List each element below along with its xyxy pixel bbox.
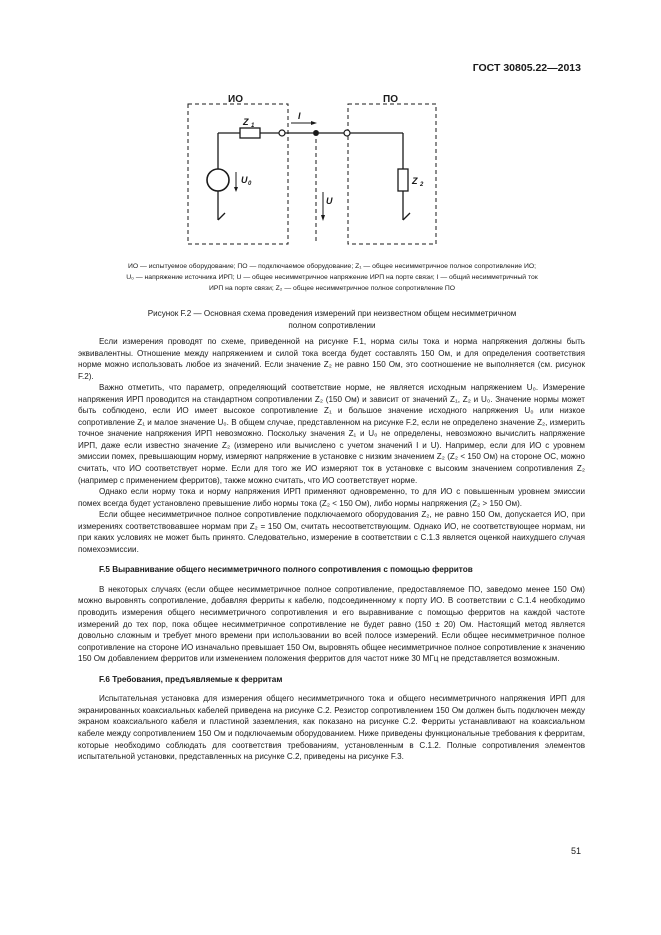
caption-line: полном сопротивлении — [288, 320, 376, 330]
figure-legend — [78, 261, 586, 294]
label-z2: Z — [412, 176, 418, 186]
legend-line: ИРП на порте связи; Z₂ — общее несимметричное полное сопротивление ПО — [208, 285, 456, 292]
document-number: ГОСТ 30805.22—2013 — [472, 62, 581, 74]
section-heading-f5: F.5 Выравнивание общего несимметричного полного сопротивления с помощью ферритов — [99, 565, 473, 575]
label-z2-sub: 2 — [420, 182, 424, 188]
io-box — [188, 104, 288, 244]
label-i: I — [298, 111, 301, 121]
po-port-node — [344, 130, 350, 136]
caption-line: Рисунок F.2 — Основная схема проведения измерений при неизвестном общем несимметричном — [147, 309, 517, 318]
label-u0: U — [241, 175, 248, 185]
label-u0-sub: 0 — [248, 181, 252, 187]
paragraph: Если общее несимметричное полное сопротивление подключаемого оборудования Z₂, не равно 150 Ом, допускается ИО, при измерениях соответствовавшее нормам при Z₂ = 150 Ом, считать несоответствующим. Однако ИО, не соответствующее нормам, ни при каких условиях не может быть принято. Следовательно, измерение в соответствии с С.1.3 является оценкой наихудшего случая помехоэмиссии. — [78, 510, 585, 554]
paragraph: Испытательная установка для измерения общего несимметричного тока и общего несимметричного напряжения ИРП для экранированных коаксиальных кабелей приведена на рисунке С.2. Резистор сопротивлением 150 Ом должен быть подключен между экраном коаксиального кабеля и пластиной заземления, как показано на рисунке С.2. Ферриты устанавливают на коаксиальном кабеле между сопротивлением 150 Ом и подключаемым оборудованием. Ниже приведены функциональные требования к ферритам, которые необходимо соблюдать для соответствия требованиям, установленным в С.1.2. Полные сопротивления элементов испытательной установки, представленных на рисунке С.2, приведены на рисунке F.3. — [78, 694, 585, 762]
label-z1: Z — [243, 117, 249, 127]
po-box — [348, 104, 436, 244]
z2-resistor — [398, 169, 408, 191]
paragraph: Однако если норму тока и норму напряжения ИРП применяют одновременно, то для ИО с повышенным уровнем эмиссии помех всегда будет установлено превышение либо нормы тока (Z₂ < 150 Ом), либо нормы напряжения (Z₂ > 150 Ом). — [78, 487, 585, 508]
label-io: ИО — [228, 94, 243, 105]
section-heading-f6: F.6 Требования, предъявляемые к ферритам — [99, 674, 283, 684]
junction-node — [313, 130, 319, 136]
paragraph: Важно отметить, что параметр, определяющий соответствие норме, не является исходным напряжением U₀. Измерение напряжения ИРП проводится на стандартном сопротивлении Z₂ (150 Ом) и зависит от значений Z₁, Z₂ и U₀. Значение нормы может быть соблюдено, если ИО имеет высокое сопротивление Z₁ и большое значение исходного напряжения U₀ или низкое сопротивление Z₁ и малое значение U₀. В общем случае, представленном на рисунке F.2, если не определено значение Z₂, измерить точное значение напряжения ИРП невозможно. Поскольку значения Z₁ и U₀ не определены, невозможно вычислить напряжение ИРП, даже если известно значение Z₂ (измерено или вычислено с учетом значений I и U). Например, если для ИО с уровнем эмиссии помех, превышающим норму, измеряют напряжение в установке с низким значением Z₂ (Z₂ < 150 Ом) на стороне ОС, можно считать, что ИО соответствует норме. Если для того же ИО измеряют ток в установке с высоким значением сопротивления Z₂ (например с применением ферритов), также можно считать, что ИО соответствует норме. — [78, 383, 585, 485]
label-z1-sub: 1 — [251, 123, 255, 129]
legend-line: U₀ — напряжение источника ИРП; U — общее несимметричное напряжение ИРП на порте связи; I — общий несимметричный ток — [126, 274, 538, 281]
label-u: U — [326, 196, 333, 206]
page-number: 51 — [570, 846, 581, 856]
paragraph: Если измерения проводят по схеме, приведенной на рисунке F.1, норма силы тока и норма напряжения должны быть эквивалентны. Отношение между напряжением и силой тока всегда будет составлять 150 Ом, и для определения соответствия норме можно использовать любое из значений. Если значение Z₂ не равно 150 Ом, это соотношение не выполняется (см. рисунок F.2). — [78, 337, 585, 381]
body-text — [78, 336, 585, 763]
u0-source — [207, 169, 229, 191]
paragraph: В некоторых случаях (если общее несимметричное полное сопротивление, предоставляемое ПО, заведомо менее 150 Ом) можно выровнять сопротивление, добавляя ферриты к кабелю, подсоединенному к порту ИО. В соответствии с С.1.4 необходимо проводить измерения общего несимметричного сопротивления и его выравнивание с помощью ферритов на каждой частоте измерений до тех пор, пока общее несимметричное сопротивление не будет равно (150 ± 20) Ом. Настоящий метод является довольно сложным и требует много времени при использовании во всей полосе измерений. Если общее несимметричное полное сопротивление на стороне ИО изначально превышает 150 Ом, выровнять общее несимметричное полное сопротивление к значению 150 Ом добавлением ферритов или изменением положения ферритов для частот ниже 30 МГц не представляется возможным. — [78, 584, 585, 664]
z1-resistor — [240, 128, 260, 138]
label-po: ПО — [383, 94, 398, 105]
io-port-node — [279, 130, 285, 136]
circuit-diagram — [178, 92, 448, 252]
legend-line: ИО — испытуемое оборудование; ПО — подключаемое оборудование; Z₁ — общее несимметричное полное сопротивление ИО; — [127, 263, 537, 270]
figure-caption — [78, 308, 586, 331]
